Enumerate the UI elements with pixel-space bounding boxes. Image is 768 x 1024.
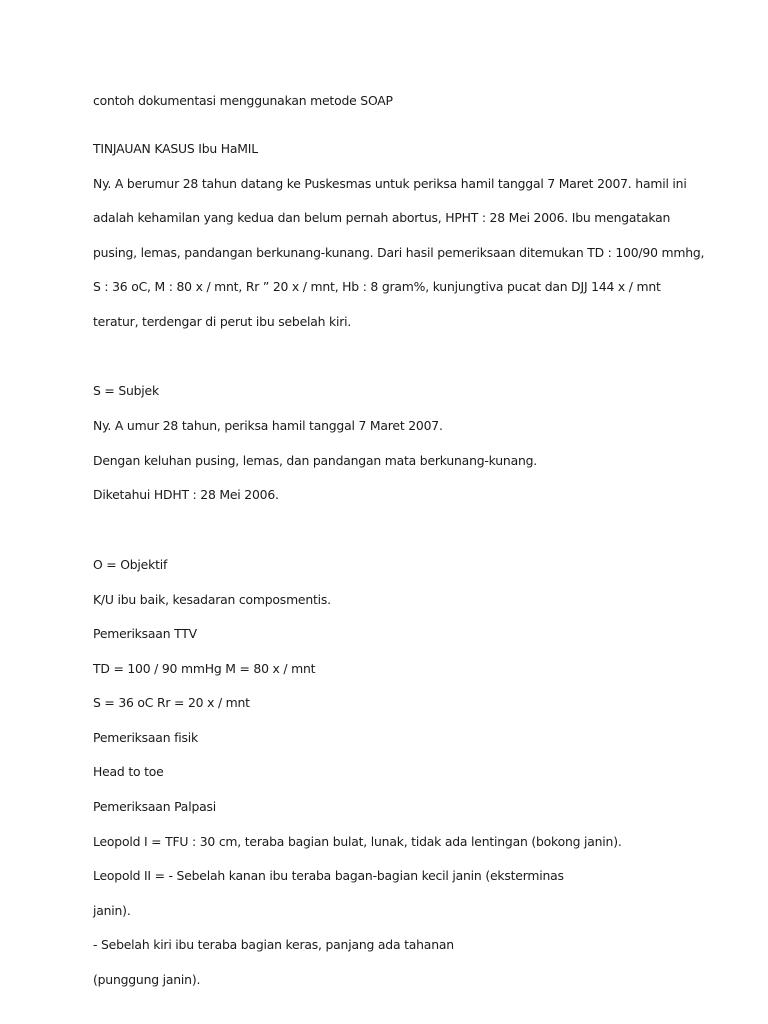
subjective-line-2: Dengan keluhan pusing, lemas, dan pandangan mata berkunang-kunang. [93,453,538,468]
case-paragraph-line-4: S : 36 oC, M : 80 x / mnt, Rr ” 20 x / mnt, Hb : 8 gram%, kunjungtiva pucat dan DJJ 144 x / mnt [93,279,661,294]
document-heading: contoh dokumentasi menggunakan metode SOAP [93,93,393,108]
objective-line-1: K/U ibu baik, kesadaran composmentis. [93,592,331,607]
objective-line-3: TD = 100 / 90 mmHg M = 80 x / mnt [93,661,316,676]
objective-line-12: (punggung janin). [93,972,201,987]
objective-title: O = Objektif [93,557,168,572]
case-title: TINJAUAN KASUS Ibu HaMIL [93,141,258,156]
case-paragraph-line-1: Ny. A berumur 28 tahun datang ke Puskesmas untuk periksa hamil tanggal 7 Maret 2007. hamil ini [93,176,687,191]
objective-line-6: Head to toe [93,764,164,779]
objective-line-2: Pemeriksaan TTV [93,626,197,641]
objective-line-10: janin). [93,903,131,918]
subjective-line-3: Diketahui HDHT : 28 Mei 2006. [93,487,279,502]
case-paragraph-line-3: pusing, lemas, pandangan berkunang-kunang. Dari hasil pemeriksaan ditemukan TD : 100/90 mmhg, [93,245,705,260]
objective-line-9: Leopold II = - Sebelah kanan ibu teraba bagan-bagian kecil janin (eksterminas [93,868,564,883]
objective-line-8: Leopold I = TFU : 30 cm, teraba bagian bulat, lunak, tidak ada lentingan (bokong janin). [93,834,622,849]
objective-line-5: Pemeriksaan fisik [93,730,198,745]
case-paragraph-line-2: adalah kehamilan yang kedua dan belum pernah abortus, HPHT : 28 Mei 2006. Ibu mengatakan [93,210,671,225]
case-paragraph-line-5: teratur, terdengar di perut ibu sebelah kiri. [93,314,352,329]
objective-line-4: S = 36 oC Rr = 20 x / mnt [93,695,250,710]
subjective-line-1: Ny. A umur 28 tahun, periksa hamil tanggal 7 Maret 2007. [93,418,443,433]
subjective-title: S = Subjek [93,383,159,398]
objective-line-7: Pemeriksaan Palpasi [93,799,216,814]
objective-line-11: - Sebelah kiri ibu teraba bagian keras, panjang ada tahanan [93,937,454,952]
